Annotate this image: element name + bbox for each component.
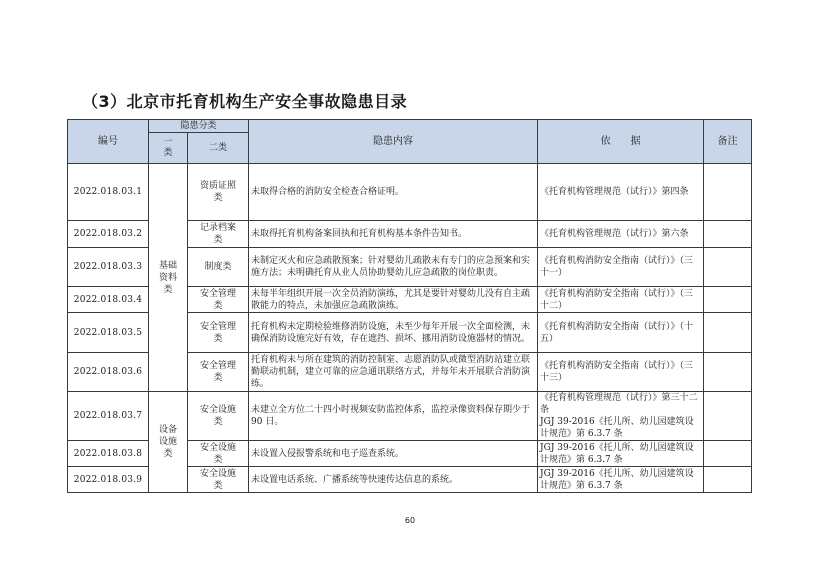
cell-category-2: 安全设施 类 <box>188 392 249 441</box>
cell-note <box>704 248 752 287</box>
cell-description: 未制定灭火和应急疏散预案；针对婴幼儿疏散未有专门的应急预案和实施方法；未明确托育从业人员协助婴幼儿应急疏散的岗位职责。 <box>249 248 538 287</box>
cell-note <box>704 287 752 313</box>
cell-basis: 《托育机构管理规范（试行）》第四条 <box>538 164 704 221</box>
cell-category-2: 制度类 <box>188 248 249 287</box>
cell-number: 2022.018.03.5 <box>68 313 149 353</box>
cell-description: 未建立全方位二十四小时视频安防监控体系，监控录像资料保存期少于 90 日。 <box>249 392 538 441</box>
cell-category-2: 安全管理 类 <box>188 353 249 392</box>
cell-category-2: 资质证照 类 <box>188 164 249 221</box>
header-note: 备注 <box>704 120 752 164</box>
header-category: 隐患分类 <box>149 120 249 133</box>
header-category-1: 一 类 <box>149 133 188 164</box>
cell-description: 未每半年组织开展一次全员消防演练，尤其是要针对婴幼儿没有自主疏散能力的特点，未加强应急疏散演练。 <box>249 287 538 313</box>
header-description: 隐患内容 <box>249 120 538 164</box>
cell-note <box>704 392 752 441</box>
cell-basis: 《托育机构管理规范（试行）》第三十二条 JGJ 39-2016《托儿所、幼儿园建筑设计规范》第 6.3.7 条 <box>538 392 704 441</box>
cell-basis: 《托育机构消防安全指南（试行）》（三十三） <box>538 353 704 392</box>
header-number: 编号 <box>68 120 149 164</box>
header-category-2: 二类 <box>188 133 249 164</box>
cell-number: 2022.018.03.2 <box>68 221 149 248</box>
cell-note <box>704 467 752 493</box>
cell-note <box>704 353 752 392</box>
cell-number: 2022.018.03.8 <box>68 441 149 467</box>
cell-basis: JGJ 39-2016《托儿所、幼儿园建筑设计规范》第 6.3.7 条 <box>538 441 704 467</box>
cell-description: 未设置电话系统、广播系统等快速传达信息的系统。 <box>249 467 538 493</box>
header-basis: 依 据 <box>538 120 704 164</box>
cell-number: 2022.018.03.7 <box>68 392 149 441</box>
cell-basis: 《托育机构消防安全指南（试行）》（十五） <box>538 313 704 353</box>
cell-note <box>704 313 752 353</box>
page-title: （3）北京市托育机构生产安全事故隐患目录 <box>82 92 408 111</box>
cell-basis: 《托育机构消防安全指南（试行）》（三十二） <box>538 287 704 313</box>
cell-note <box>704 441 752 467</box>
cell-category-2: 安全管理 类 <box>188 313 249 353</box>
cell-number: 2022.018.03.9 <box>68 467 149 493</box>
table-row <box>68 164 752 221</box>
page-number: 60 <box>404 516 416 525</box>
cell-description: 未设置入侵报警系统和电子巡查系统。 <box>249 441 538 467</box>
cell-description: 托育机构未与所在建筑的消防控制室、志愿消防队或微型消防站建立联勤联动机制，建立可靠的应急通讯联络方式，并每年未开展联合消防演练。 <box>249 353 538 392</box>
cell-number: 2022.018.03.1 <box>68 164 149 221</box>
cell-category-2: 记录档案 类 <box>188 221 249 248</box>
cell-category-2: 安全管理 类 <box>188 287 249 313</box>
cell-category-1-equipment: 设备 设施 类 <box>149 392 188 493</box>
cell-category-2: 安全设施 类 <box>188 467 249 493</box>
cell-category-1-basic: 基础 资料 类 <box>149 164 188 392</box>
cell-basis: 《托育机构消防安全指南（试行）》（三十一） <box>538 248 704 287</box>
cell-basis: 《托育机构管理规范（试行）》第六条 <box>538 221 704 248</box>
cell-number: 2022.018.03.3 <box>68 248 149 287</box>
header-row-top <box>68 120 752 133</box>
hazard-table <box>67 119 752 493</box>
cell-number: 2022.018.03.4 <box>68 287 149 313</box>
cell-basis: JGJ 39-2016《托儿所、幼儿园建筑设计规范》第 6.3.7 条 <box>538 467 704 493</box>
cell-note <box>704 164 752 221</box>
cell-description: 未取得合格的消防安全检查合格证明。 <box>249 164 538 221</box>
cell-note <box>704 221 752 248</box>
cell-description: 未取得托育机构备案回执和托育机构基本条件告知书。 <box>249 221 538 248</box>
cell-number: 2022.018.03.6 <box>68 353 149 392</box>
cell-category-2: 安全设施 类 <box>188 441 249 467</box>
table-row <box>68 392 752 441</box>
cell-description: 托育机构未定期检验维修消防设施，未至少每年开展一次全面检测，未确保消防设施完好有效，存在遮挡、损坏、挪用消防设施器材的情况。 <box>249 313 538 353</box>
